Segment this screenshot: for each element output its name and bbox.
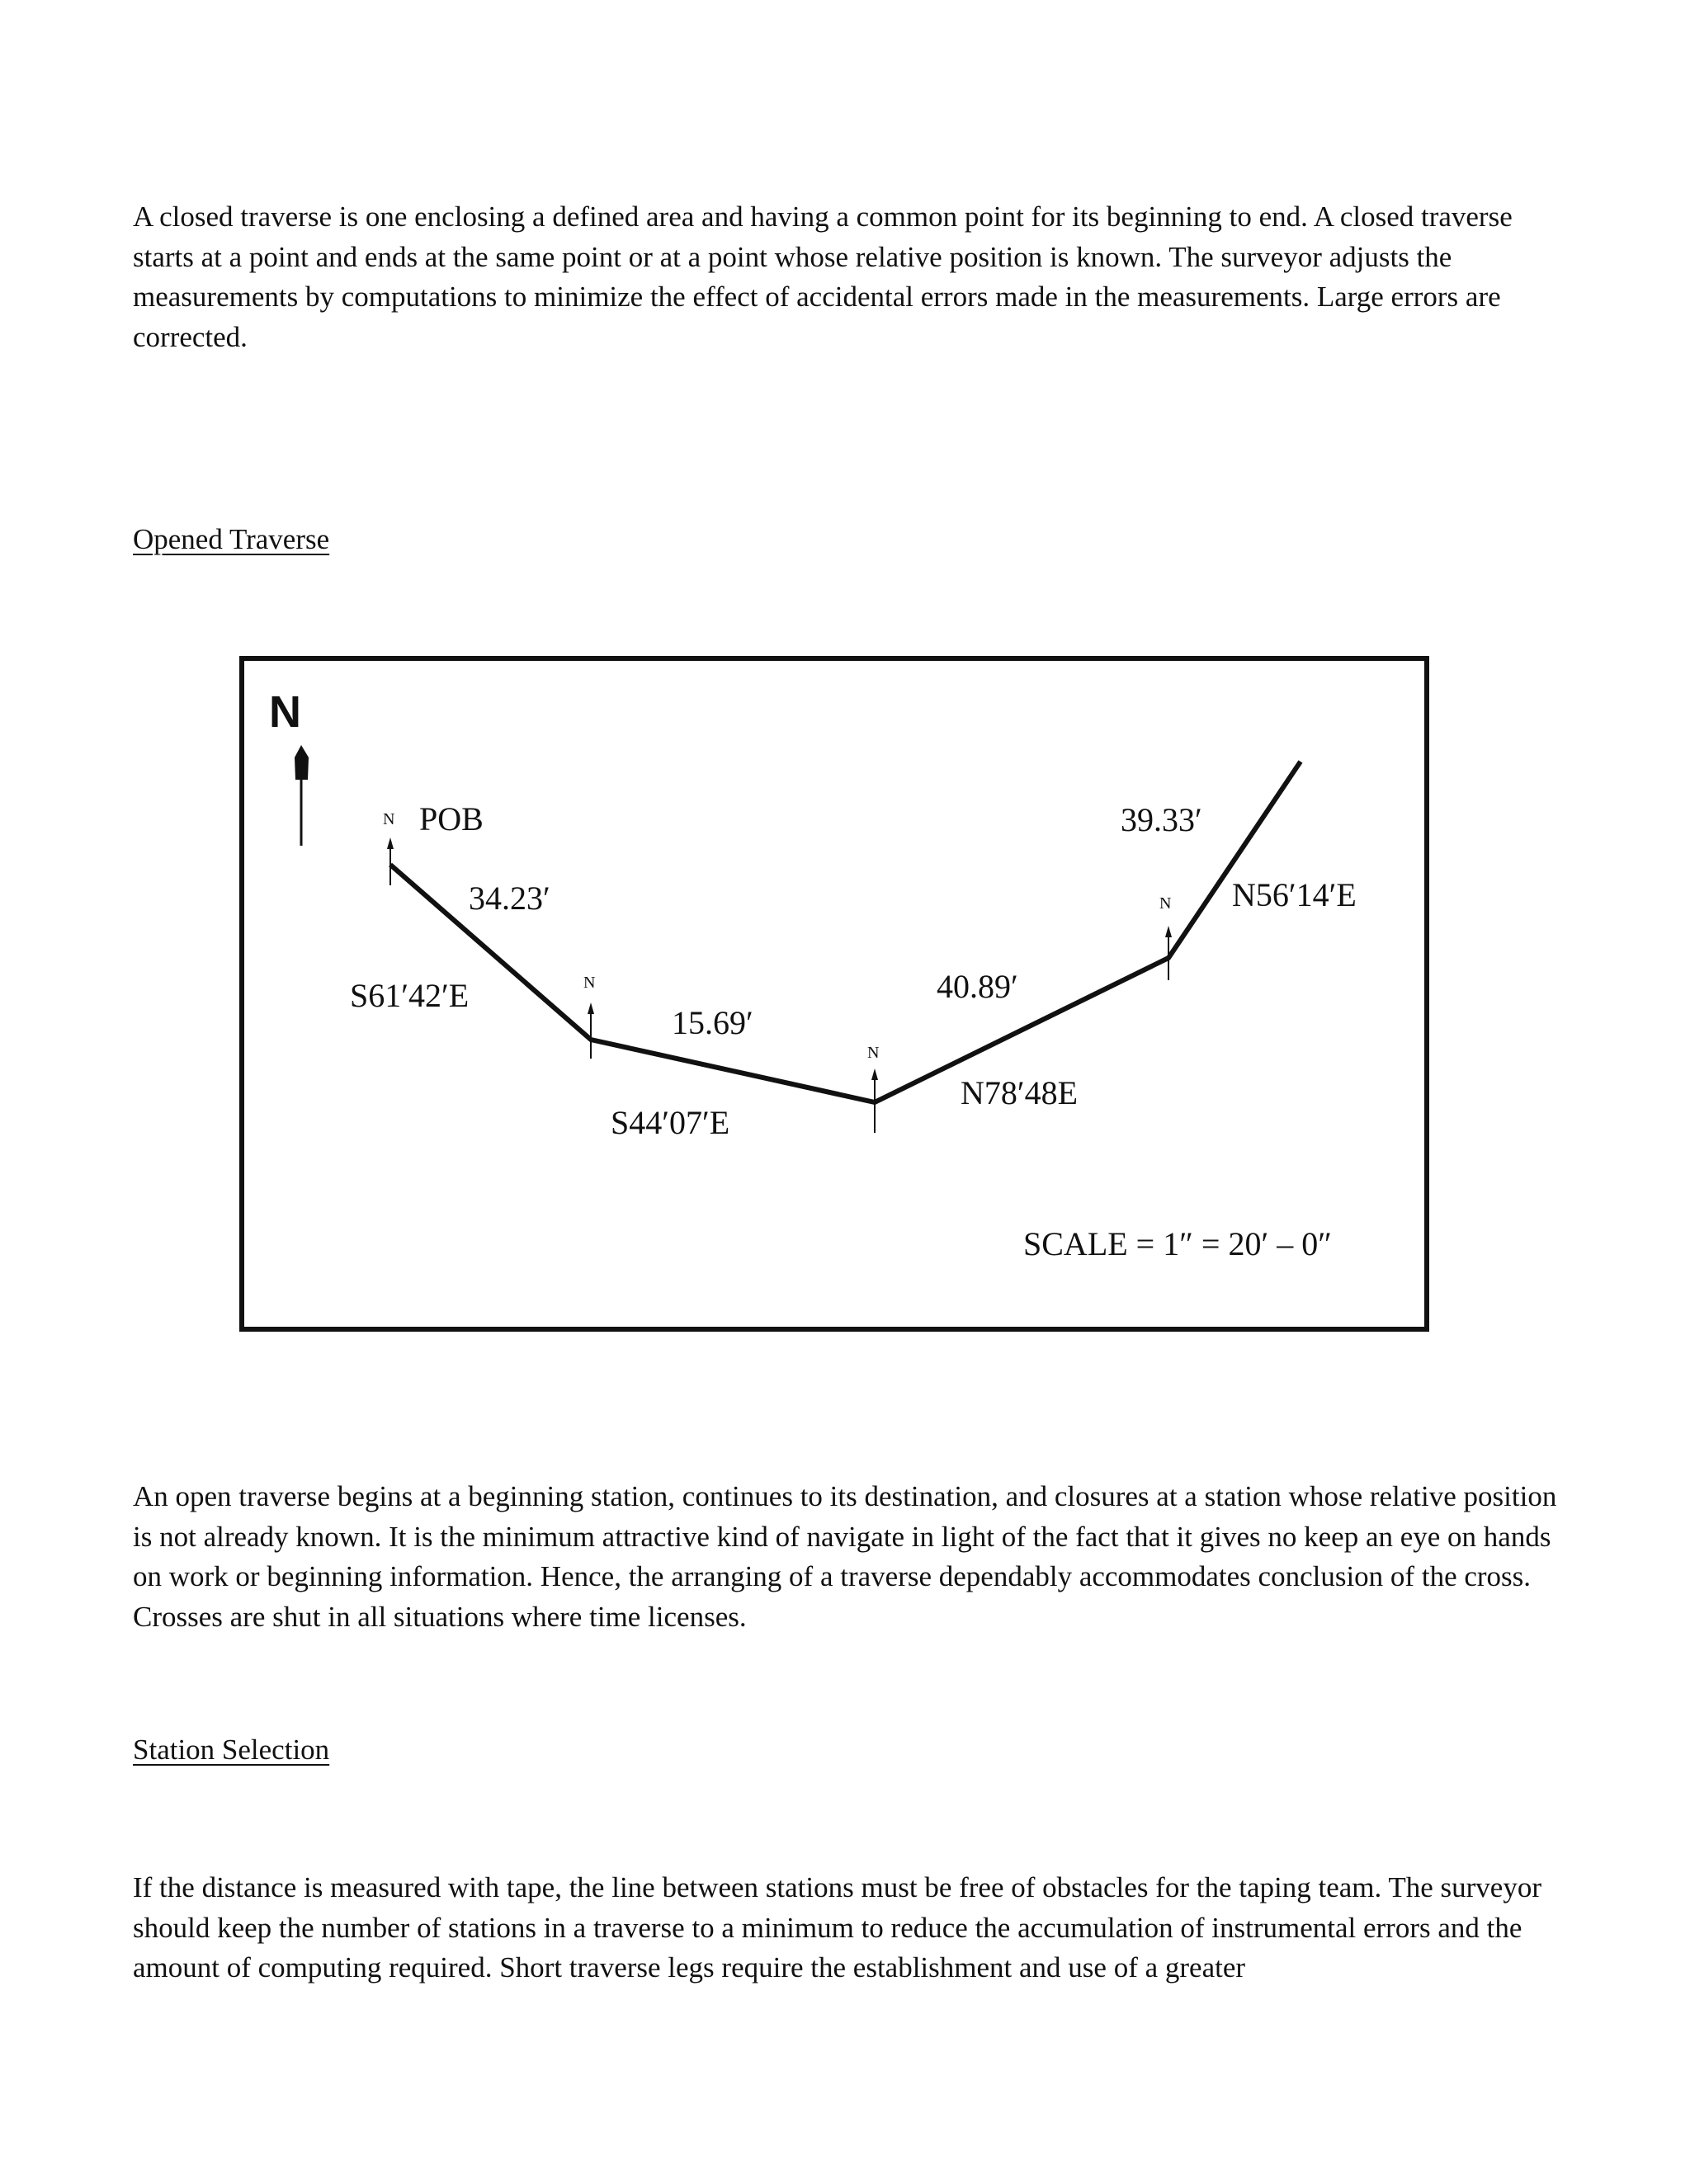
leg-4-distance: 39.33′ [1121, 801, 1202, 838]
leg-2-distance: 15.69′ [672, 1004, 753, 1041]
pob-label: POB [419, 800, 484, 837]
station-selection-paragraph: If the distance is measured with tape, the line between stations must be free of obstacles for the taping team. The surveyor should keep the number of stations in a traverse to a minimum to reduce the accumulation of instrumental errors and the amount of computing required. Short traverse legs require the establishment and use of a greater [133, 1871, 1542, 1984]
opened-traverse-heading: Opened Traverse [133, 523, 330, 555]
leg-3-bearing: N78′48E [961, 1074, 1079, 1111]
station-selection-heading: Station Selection [133, 1734, 330, 1766]
station-north-label: N [867, 1044, 880, 1062]
leg-3-distance: 40.89′ [937, 968, 1018, 1005]
scale-label: SCALE = 1″ = 20′ – 0″ [1023, 1225, 1332, 1262]
north-label: N [269, 687, 301, 737]
leg-1-bearing: S61′42′E [350, 977, 470, 1014]
station-north-label: N [583, 974, 596, 992]
station-north-label: N [1159, 894, 1172, 913]
leg-1-distance: 34.23′ [469, 880, 550, 917]
closed-traverse-paragraph: A closed traverse is one enclosing a defined area and having a common point for its beginning to end. A closed traverse starts at a point and ends at the same point or at a point whose relative position is known. The surveyor adjusts the measurements by computations to minimize the effect of accidental errors made in the measurements. Large errors are corrected. [133, 200, 1513, 353]
traverse-diagram [238, 654, 1431, 1333]
station-north-label: N [383, 810, 395, 828]
open-traverse-paragraph: An open traverse begins at a beginning station, continues to its destination, and closures at a station whose relative position is not already known. It is the minimum attractive kind of navigate in light of the fact that it gives no keep an eye on hands on work or beginning information. Hence, the arranging of a traverse dependably accommodates conclusion of the cross. Crosses are shut in all situations where time licenses. [133, 1480, 1557, 1633]
leg-2-bearing: S44′07′E [611, 1104, 730, 1141]
leg-4-bearing: N56′14′E [1232, 876, 1357, 913]
